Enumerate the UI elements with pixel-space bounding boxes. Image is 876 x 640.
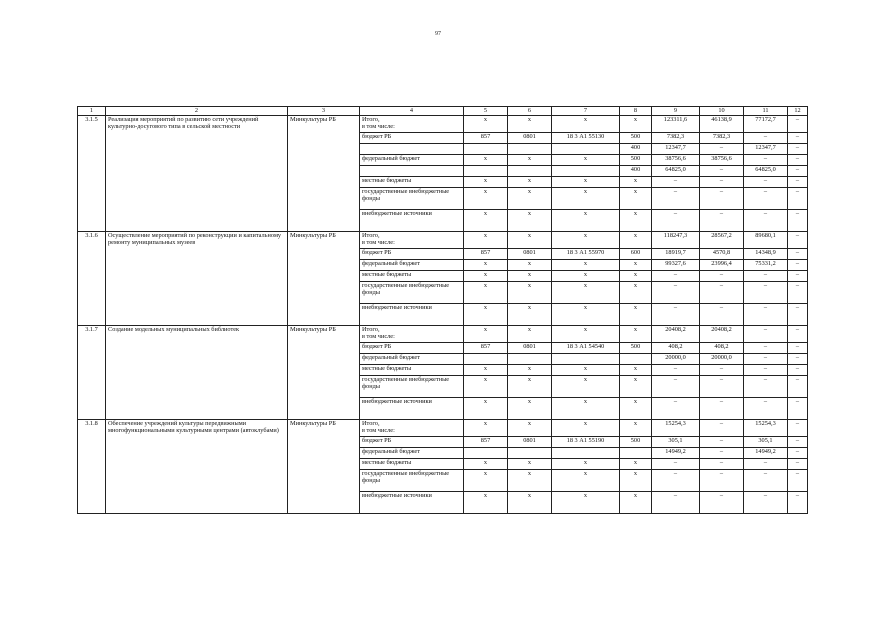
value-cell-c6: 0801 (508, 132, 552, 143)
value-cell-c7: x (552, 154, 620, 165)
value-cell-c11: – (744, 270, 788, 281)
value-cell-c8 (620, 447, 652, 458)
funding-source: федеральный бюджет (360, 447, 464, 458)
value-cell-c5: x (464, 231, 508, 248)
funding-source: государственные внебюджетные фонды (360, 281, 464, 303)
value-cell-c6: x (508, 187, 552, 209)
item-number: 3.1.8 (78, 419, 106, 513)
value-cell-c9: 14949,2 (652, 447, 700, 458)
value-cell-c12: – (788, 458, 808, 469)
value-cell-c11: – (744, 375, 788, 397)
value-cell-c11: – (744, 176, 788, 187)
value-cell-c12: – (788, 342, 808, 353)
value-cell-c8: 500 (620, 132, 652, 143)
value-cell-c10: – (700, 458, 744, 469)
value-cell-c7: x (552, 176, 620, 187)
page-number: 97 (435, 31, 441, 37)
value-cell-c5: 857 (464, 248, 508, 259)
value-cell-c6: x (508, 325, 552, 342)
value-cell-c6: x (508, 209, 552, 231)
value-cell-c7: 18 3 А1 55190 (552, 436, 620, 447)
value-cell-c11: – (744, 154, 788, 165)
value-cell-c7: x (552, 397, 620, 419)
value-cell-c11: – (744, 132, 788, 143)
value-cell-c5: x (464, 491, 508, 513)
column-number: 5 (464, 107, 508, 116)
value-cell-c8: x (620, 458, 652, 469)
value-cell-c10: – (700, 281, 744, 303)
activity-name: Обеспечение учреждений культуры передвижными многофункциональными культурными центрами (автоклубами) (106, 419, 288, 513)
value-cell-c8: x (620, 115, 652, 132)
funding-source: местные бюджеты (360, 176, 464, 187)
value-cell-c6 (508, 353, 552, 364)
value-cell-c8: x (620, 491, 652, 513)
value-cell-c10: 46138,9 (700, 115, 744, 132)
value-cell-c11: – (744, 187, 788, 209)
value-cell-c7 (552, 353, 620, 364)
value-cell-c8: x (620, 187, 652, 209)
value-cell-c10: – (700, 270, 744, 281)
value-cell-c12: – (788, 259, 808, 270)
value-cell-c6: x (508, 419, 552, 436)
value-cell-c8: x (620, 281, 652, 303)
funding-source: Итого, в том числе: (360, 115, 464, 132)
value-cell-c6: x (508, 469, 552, 491)
value-cell-c11: – (744, 325, 788, 342)
item-number: 3.1.7 (78, 325, 106, 419)
value-cell-c11: – (744, 342, 788, 353)
value-cell-c7: x (552, 231, 620, 248)
value-cell-c10: 28567,2 (700, 231, 744, 248)
funding-source: внебюджетные источники (360, 209, 464, 231)
value-cell-c9: 123311,6 (652, 115, 700, 132)
value-cell-c10: – (700, 303, 744, 325)
value-cell-c8: x (620, 325, 652, 342)
value-cell-c10: – (700, 176, 744, 187)
value-cell-c9: 15254,3 (652, 419, 700, 436)
value-cell-c11: 305,1 (744, 436, 788, 447)
value-cell-c10: – (700, 397, 744, 419)
item-number: 3.1.5 (78, 115, 106, 231)
value-cell-c10: – (700, 364, 744, 375)
value-cell-c8: x (620, 469, 652, 491)
value-cell-c6: x (508, 270, 552, 281)
value-cell-c8: x (620, 397, 652, 419)
value-cell-c7: x (552, 375, 620, 397)
value-cell-c9: – (652, 303, 700, 325)
value-cell-c11: 12347,7 (744, 143, 788, 154)
value-cell-c10: 23996,4 (700, 259, 744, 270)
value-cell-c5: x (464, 176, 508, 187)
value-cell-c8: x (620, 419, 652, 436)
funding-source: бюджет РБ (360, 436, 464, 447)
value-cell-c10: – (700, 143, 744, 154)
value-cell-c7: x (552, 281, 620, 303)
column-number: 4 (360, 107, 464, 116)
responsible-agency: Минкультуры РБ (288, 419, 360, 513)
value-cell-c7 (552, 165, 620, 176)
value-cell-c11: 64825,0 (744, 165, 788, 176)
value-cell-c5: x (464, 375, 508, 397)
funding-source: местные бюджеты (360, 364, 464, 375)
value-cell-c8: 500 (620, 342, 652, 353)
value-cell-c11: – (744, 364, 788, 375)
value-cell-c10: 4570,8 (700, 248, 744, 259)
value-cell-c6: x (508, 154, 552, 165)
value-cell-c5: x (464, 364, 508, 375)
value-cell-c5 (464, 165, 508, 176)
value-cell-c9: – (652, 176, 700, 187)
value-cell-c8: x (620, 364, 652, 375)
value-cell-c9: 12347,7 (652, 143, 700, 154)
value-cell-c5: 857 (464, 342, 508, 353)
value-cell-c7: x (552, 270, 620, 281)
value-cell-c12: – (788, 303, 808, 325)
value-cell-c5: x (464, 259, 508, 270)
value-cell-c8: x (620, 231, 652, 248)
value-cell-c10: – (700, 447, 744, 458)
value-cell-c6 (508, 447, 552, 458)
value-cell-c7: x (552, 419, 620, 436)
column-number: 2 (106, 107, 288, 116)
table-row (78, 325, 808, 342)
value-cell-c9: 18919,7 (652, 248, 700, 259)
funding-source: федеральный бюджет (360, 353, 464, 364)
value-cell-c7: x (552, 303, 620, 325)
responsible-agency: Минкультуры РБ (288, 325, 360, 419)
value-cell-c12: – (788, 209, 808, 231)
value-cell-c9: – (652, 469, 700, 491)
value-cell-c6: x (508, 176, 552, 187)
value-cell-c9: – (652, 397, 700, 419)
value-cell-c11: 75331,2 (744, 259, 788, 270)
funding-source: федеральный бюджет (360, 259, 464, 270)
column-number: 11 (744, 107, 788, 116)
column-number-header (78, 107, 808, 116)
funding-source: бюджет РБ (360, 342, 464, 353)
funding-source: федеральный бюджет (360, 154, 464, 165)
value-cell-c10: 20408,2 (700, 325, 744, 342)
value-cell-c10: 20000,0 (700, 353, 744, 364)
value-cell-c11: 14949,2 (744, 447, 788, 458)
value-cell-c9: 408,2 (652, 342, 700, 353)
value-cell-c5: x (464, 303, 508, 325)
value-cell-c9: – (652, 209, 700, 231)
value-cell-c6: x (508, 231, 552, 248)
value-cell-c9: – (652, 364, 700, 375)
value-cell-c9: – (652, 375, 700, 397)
value-cell-c12: – (788, 270, 808, 281)
item-number: 3.1.6 (78, 231, 106, 325)
funding-source: государственные внебюджетные фонды (360, 187, 464, 209)
value-cell-c9: 99327,6 (652, 259, 700, 270)
column-number: 3 (288, 107, 360, 116)
value-cell-c10: 7382,3 (700, 132, 744, 143)
value-cell-c12: – (788, 491, 808, 513)
value-cell-c9: 118247,3 (652, 231, 700, 248)
value-cell-c10: – (700, 187, 744, 209)
value-cell-c11: – (744, 458, 788, 469)
value-cell-c11: – (744, 209, 788, 231)
value-cell-c7: x (552, 325, 620, 342)
value-cell-c7: x (552, 115, 620, 132)
value-cell-c10: – (700, 419, 744, 436)
value-cell-c12: – (788, 397, 808, 419)
value-cell-c7 (552, 447, 620, 458)
value-cell-c11: 89680,1 (744, 231, 788, 248)
value-cell-c7: 18 3 А1 54540 (552, 342, 620, 353)
column-number: 12 (788, 107, 808, 116)
value-cell-c9: – (652, 187, 700, 209)
value-cell-c10: – (700, 469, 744, 491)
value-cell-c8: x (620, 209, 652, 231)
value-cell-c6: x (508, 115, 552, 132)
funding-source: бюджет РБ (360, 132, 464, 143)
value-cell-c12: – (788, 364, 808, 375)
value-cell-c5 (464, 353, 508, 364)
value-cell-c6: 0801 (508, 342, 552, 353)
value-cell-c12: – (788, 176, 808, 187)
value-cell-c7: 18 3 А1 55130 (552, 132, 620, 143)
value-cell-c6 (508, 165, 552, 176)
value-cell-c11: – (744, 397, 788, 419)
value-cell-c6: x (508, 491, 552, 513)
value-cell-c8: 500 (620, 436, 652, 447)
value-cell-c5: 857 (464, 436, 508, 447)
value-cell-c8: x (620, 375, 652, 397)
value-cell-c12: – (788, 436, 808, 447)
funding-source: внебюджетные источники (360, 397, 464, 419)
value-cell-c8: 600 (620, 248, 652, 259)
value-cell-c12: – (788, 143, 808, 154)
value-cell-c5: x (464, 115, 508, 132)
value-cell-c11: 14348,9 (744, 248, 788, 259)
value-cell-c10: 38756,6 (700, 154, 744, 165)
value-cell-c9: – (652, 270, 700, 281)
value-cell-c12: – (788, 353, 808, 364)
value-cell-c5: x (464, 325, 508, 342)
value-cell-c5: x (464, 458, 508, 469)
value-cell-c7: x (552, 458, 620, 469)
value-cell-c5: 857 (464, 132, 508, 143)
responsible-agency: Минкультуры РБ (288, 231, 360, 325)
value-cell-c11: 77172,7 (744, 115, 788, 132)
value-cell-c8: 400 (620, 143, 652, 154)
value-cell-c6: 0801 (508, 436, 552, 447)
funding-source: государственные внебюджетные фонды (360, 469, 464, 491)
value-cell-c12: – (788, 115, 808, 132)
value-cell-c12: – (788, 469, 808, 491)
budget-table (77, 106, 808, 514)
value-cell-c11: – (744, 469, 788, 491)
value-cell-c11: – (744, 491, 788, 513)
value-cell-c9: 20408,2 (652, 325, 700, 342)
value-cell-c8: x (620, 259, 652, 270)
value-cell-c6 (508, 143, 552, 154)
value-cell-c7 (552, 143, 620, 154)
value-cell-c12: – (788, 132, 808, 143)
value-cell-c9: – (652, 491, 700, 513)
value-cell-c8: x (620, 303, 652, 325)
value-cell-c5: x (464, 154, 508, 165)
value-cell-c10: – (700, 209, 744, 231)
value-cell-c6: x (508, 375, 552, 397)
funding-source (360, 165, 464, 176)
activity-name: Создание модельных муниципальных библиотек (106, 325, 288, 419)
value-cell-c9: 64825,0 (652, 165, 700, 176)
value-cell-c8 (620, 353, 652, 364)
value-cell-c10: – (700, 491, 744, 513)
value-cell-c6: x (508, 458, 552, 469)
funding-source: внебюджетные источники (360, 303, 464, 325)
value-cell-c12: – (788, 419, 808, 436)
value-cell-c10: 408,2 (700, 342, 744, 353)
funding-source: Итого, в том числе: (360, 419, 464, 436)
funding-source: государственные внебюджетные фонды (360, 375, 464, 397)
value-cell-c8: x (620, 176, 652, 187)
value-cell-c12: – (788, 165, 808, 176)
value-cell-c5 (464, 447, 508, 458)
funding-source: местные бюджеты (360, 270, 464, 281)
value-cell-c12: – (788, 375, 808, 397)
value-cell-c5: x (464, 209, 508, 231)
value-cell-c12: – (788, 231, 808, 248)
table-row (78, 231, 808, 248)
funding-source: Итого, в том числе: (360, 231, 464, 248)
value-cell-c5: x (464, 270, 508, 281)
column-number: 9 (652, 107, 700, 116)
funding-source: внебюджетные источники (360, 491, 464, 513)
value-cell-c7: x (552, 469, 620, 491)
value-cell-c10: – (700, 165, 744, 176)
column-number: 8 (620, 107, 652, 116)
value-cell-c5 (464, 143, 508, 154)
value-cell-c12: – (788, 281, 808, 303)
table-row (78, 419, 808, 436)
value-cell-c12: – (788, 325, 808, 342)
value-cell-c11: 15254,3 (744, 419, 788, 436)
value-cell-c12: – (788, 187, 808, 209)
value-cell-c8: x (620, 270, 652, 281)
value-cell-c5: x (464, 419, 508, 436)
value-cell-c9: 20000,0 (652, 353, 700, 364)
value-cell-c6: 0801 (508, 248, 552, 259)
table-row (78, 115, 808, 132)
value-cell-c11: – (744, 281, 788, 303)
funding-source (360, 143, 464, 154)
value-cell-c5: x (464, 469, 508, 491)
value-cell-c6: x (508, 364, 552, 375)
value-cell-c7: x (552, 259, 620, 270)
column-number: 7 (552, 107, 620, 116)
value-cell-c12: – (788, 154, 808, 165)
value-cell-c5: x (464, 397, 508, 419)
value-cell-c12: – (788, 447, 808, 458)
funding-source: Итого, в том числе: (360, 325, 464, 342)
value-cell-c9: 38756,6 (652, 154, 700, 165)
value-cell-c6: x (508, 281, 552, 303)
value-cell-c7: 18 3 А1 55970 (552, 248, 620, 259)
value-cell-c10: – (700, 375, 744, 397)
column-number: 10 (700, 107, 744, 116)
value-cell-c8: 400 (620, 165, 652, 176)
value-cell-c6: x (508, 303, 552, 325)
value-cell-c9: – (652, 458, 700, 469)
column-number: 6 (508, 107, 552, 116)
value-cell-c12: – (788, 248, 808, 259)
value-cell-c9: 305,1 (652, 436, 700, 447)
value-cell-c7: x (552, 364, 620, 375)
value-cell-c11: – (744, 303, 788, 325)
value-cell-c10: – (700, 436, 744, 447)
value-cell-c7: x (552, 491, 620, 513)
column-number: 1 (78, 107, 106, 116)
value-cell-c9: 7382,3 (652, 132, 700, 143)
value-cell-c11: – (744, 353, 788, 364)
value-cell-c7: x (552, 209, 620, 231)
value-cell-c8: 500 (620, 154, 652, 165)
value-cell-c5: x (464, 281, 508, 303)
value-cell-c5: x (464, 187, 508, 209)
value-cell-c7: x (552, 187, 620, 209)
value-cell-c6: x (508, 397, 552, 419)
activity-name: Осуществление мероприятий по реконструкции и капитальному ремонту муниципальных музеев (106, 231, 288, 325)
responsible-agency: Минкультуры РБ (288, 115, 360, 231)
value-cell-c9: – (652, 281, 700, 303)
value-cell-c6: x (508, 259, 552, 270)
funding-source: бюджет РБ (360, 248, 464, 259)
funding-source: местные бюджеты (360, 458, 464, 469)
activity-name: Реализация мероприятий по развитию сети учреждений культурно-досугового типа в сельской местности (106, 115, 288, 231)
